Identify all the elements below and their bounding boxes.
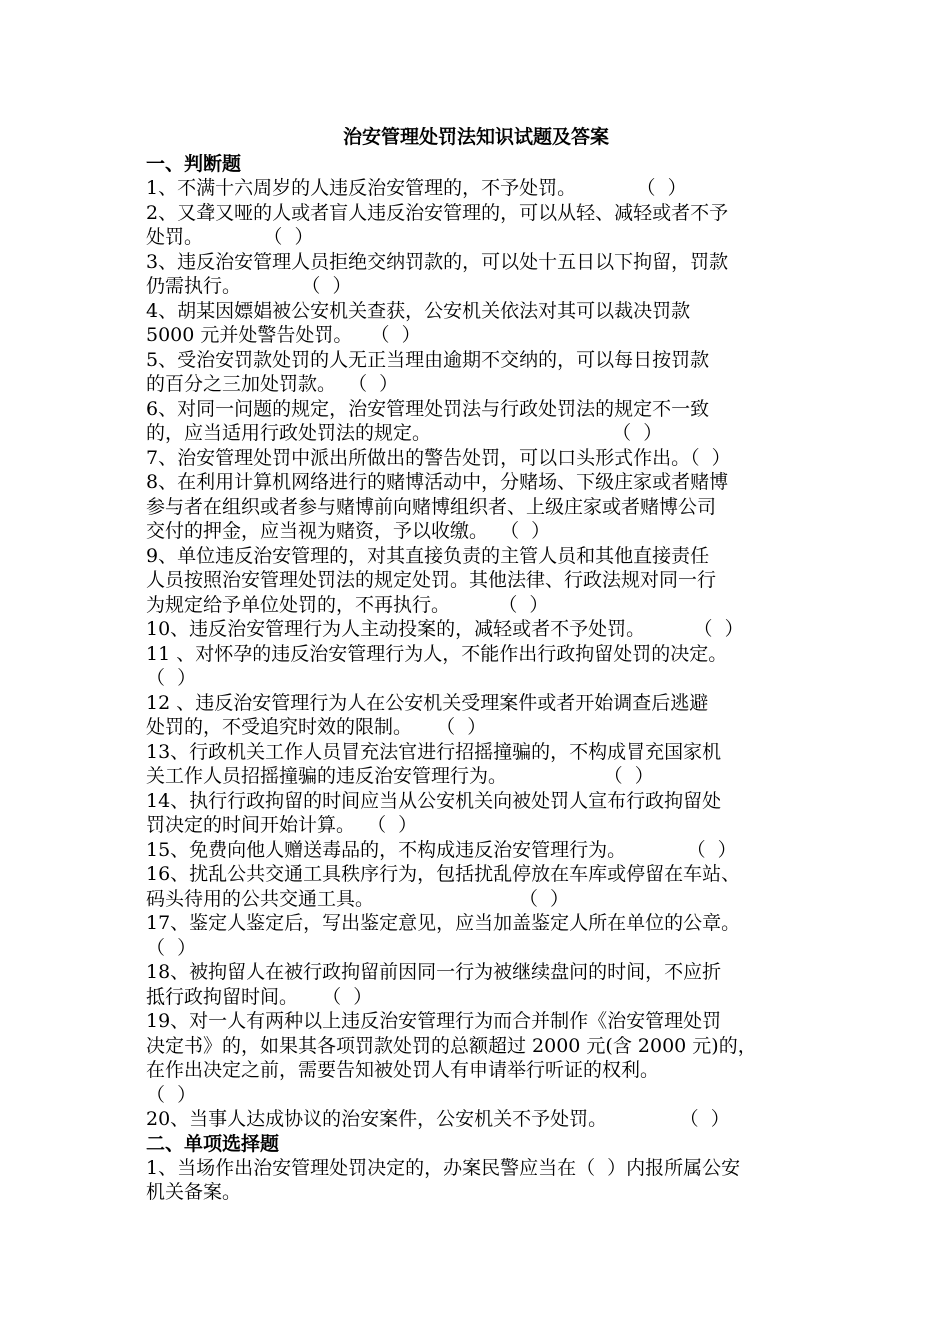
question-text-line: 1、不满十六周岁的人违反治安管理的，不予处罚。 （ ）: [146, 177, 687, 199]
question-text-line: 15、免费向他人赠送毒品的，不构成违反治安管理行为。 （ ）: [146, 838, 737, 861]
true-false-question: [146, 617, 822, 642]
true-false-question: [146, 911, 822, 960]
true-false-question: [146, 1107, 822, 1132]
question-text-line: 5、受治安罚款处罚的人无正当理由逾期不交纳的，可以每日按罚款: [146, 348, 710, 371]
question-text-line: 仍需执行。 （ ）: [146, 275, 352, 297]
question-text-line: 1、当场作出治安管理处罚决定的，办案民警应当在（ ）内报所属公安: [146, 1156, 741, 1179]
document-content: [146, 122, 822, 1205]
question-text-line: 4、胡某因嫖娼被公安机关查获，公安机关依法对其可以裁决罚款: [146, 299, 691, 322]
question-text-line: 13、行政机关工作人员冒充法官进行招摇撞骗的，不构成冒充国家机: [146, 740, 722, 763]
question-text-line: （ ）: [146, 1083, 197, 1106]
true-false-question: [146, 446, 822, 471]
question-text-line: 在作出决定之前，需要告知被处罚人有申请举行听证的权利。: [146, 1059, 660, 1081]
true-false-question: [146, 960, 822, 1009]
question-text-line: （ ）: [146, 936, 197, 959]
question-text-line: 抵行政拘留时间。 （ ）: [146, 985, 373, 1008]
question-text-line: 5000 元并处警告处罚。 （ ）: [146, 324, 421, 346]
question-text-line: 关工作人员招摇撞骗的违反治安管理行为。 （ ）: [146, 765, 654, 787]
question-text-line: 18、被拘留人在被行政拘留前因同一行为被继续盘问的时间，不应折: [146, 961, 722, 983]
question-text-line: 机关备案。: [146, 1181, 242, 1203]
question-text-line: 决定书》的，如果其各项罚款处罚的总额超过 2000 元(含 2000 元)的，: [146, 1034, 757, 1057]
section-heading-single-choice: 二、单项选择题: [146, 1132, 280, 1155]
true-false-question: [146, 838, 822, 863]
question-text-line: （ ）: [146, 667, 197, 689]
question-text-line: 交付的押金，应当视为赌资，予以收缴。 （ ）: [146, 520, 551, 542]
true-false-question: [146, 789, 822, 838]
question-text-line: 12 、违反治安管理行为人在公安机关受理案件或者开始调查后逃避: [146, 691, 709, 714]
question-text-line: 14、执行行政拘留的时间应当从公安机关向被处罚人宣布行政拘留处: [146, 789, 722, 812]
true-false-question: [146, 642, 822, 691]
true-false-question: [146, 470, 822, 544]
question-text-line: 罚决定的时间开始计算。 （ ）: [146, 814, 418, 836]
question-text-line: 20、当事人达成协议的治安案件，公安机关不予处罚。 （ ）: [146, 1108, 730, 1130]
true-false-question: [146, 299, 822, 348]
question-text-line: 人员按照治安管理处罚法的规定处罚。其他法律、行政法规对同一行: [146, 569, 717, 591]
true-false-question: [146, 397, 822, 446]
document-title: 治安管理处罚法知识试题及答案: [342, 126, 609, 148]
true-false-question: [146, 176, 822, 201]
true-false-question: [146, 348, 822, 397]
question-text-line: 17、鉴定人鉴定后，写出鉴定意见，应当加盖鉴定人所在单位的公章。: [146, 912, 741, 934]
question-text-line: 码头待用的公共交通工具。 （ ）: [146, 887, 570, 910]
question-text-line: 7、治安管理处罚中派出所做出的警告处罚，可以口头形式作出。（ ）: [146, 446, 731, 469]
true-false-question: [146, 740, 822, 789]
true-false-question-list: [146, 176, 822, 1132]
question-text-line: 19、对一人有两种以上违反治安管理行为而合并制作《治安管理处罚: [146, 1010, 722, 1032]
question-text-line: 参与者在组织或者参与赌博前向赌博组织者、上级庄家或者赌博公司: [146, 495, 717, 518]
question-text-line: 为规定给予单位处罚的，不再执行。 （ ）: [146, 593, 549, 616]
section-heading-true-false: 一、判断题: [146, 153, 242, 175]
question-text-line: 处罚的，不受追究时效的限制。 （ ）: [146, 716, 487, 738]
question-text-line: 3、违反治安管理人员拒绝交纳罚款的，可以处十五日以下拘留，罚款: [146, 250, 729, 273]
question-text-line: 10、违反治安管理行为人主动投案的，减轻或者不予处罚。 （ ）: [146, 618, 744, 640]
true-false-question: [146, 250, 822, 299]
question-text-line: 6、对同一问题的规定，治安管理处罚法与行政处罚法的规定不一致: [146, 397, 710, 420]
true-false-question: [146, 691, 822, 740]
question-text-line: 9、单位违反治安管理的，对其直接负责的主管人员和其他直接责任: [146, 544, 710, 567]
single-choice-question-list: [146, 1156, 822, 1205]
true-false-question: [146, 544, 822, 618]
true-false-question: [146, 1009, 822, 1107]
true-false-question: [146, 862, 822, 911]
question-text-line: 的，应当适用行政处罚法的规定。 （ ）: [146, 422, 663, 444]
question-text-line: 11 、对怀孕的违反治安管理行为人，不能作出行政拘留处罚的决定。: [146, 642, 728, 665]
question-text-line: 8、在利用计算机网络进行的赌博活动中，分赌场、下级庄家或者赌博: [146, 471, 729, 493]
question-text-line: 处罚。 （ ）: [146, 226, 314, 248]
question-text-line: 16、扰乱公共交通工具秩序行为，包括扰乱停放在车库或停留在车站、: [146, 863, 741, 885]
single-choice-question: [146, 1156, 822, 1205]
true-false-question: [146, 201, 822, 250]
question-text-line: 的百分之三加处罚款。 （ ）: [146, 373, 399, 395]
question-text-line: 2、又聋又哑的人或者盲人违反治安管理的，可以从轻、减轻或者不予: [146, 201, 729, 224]
